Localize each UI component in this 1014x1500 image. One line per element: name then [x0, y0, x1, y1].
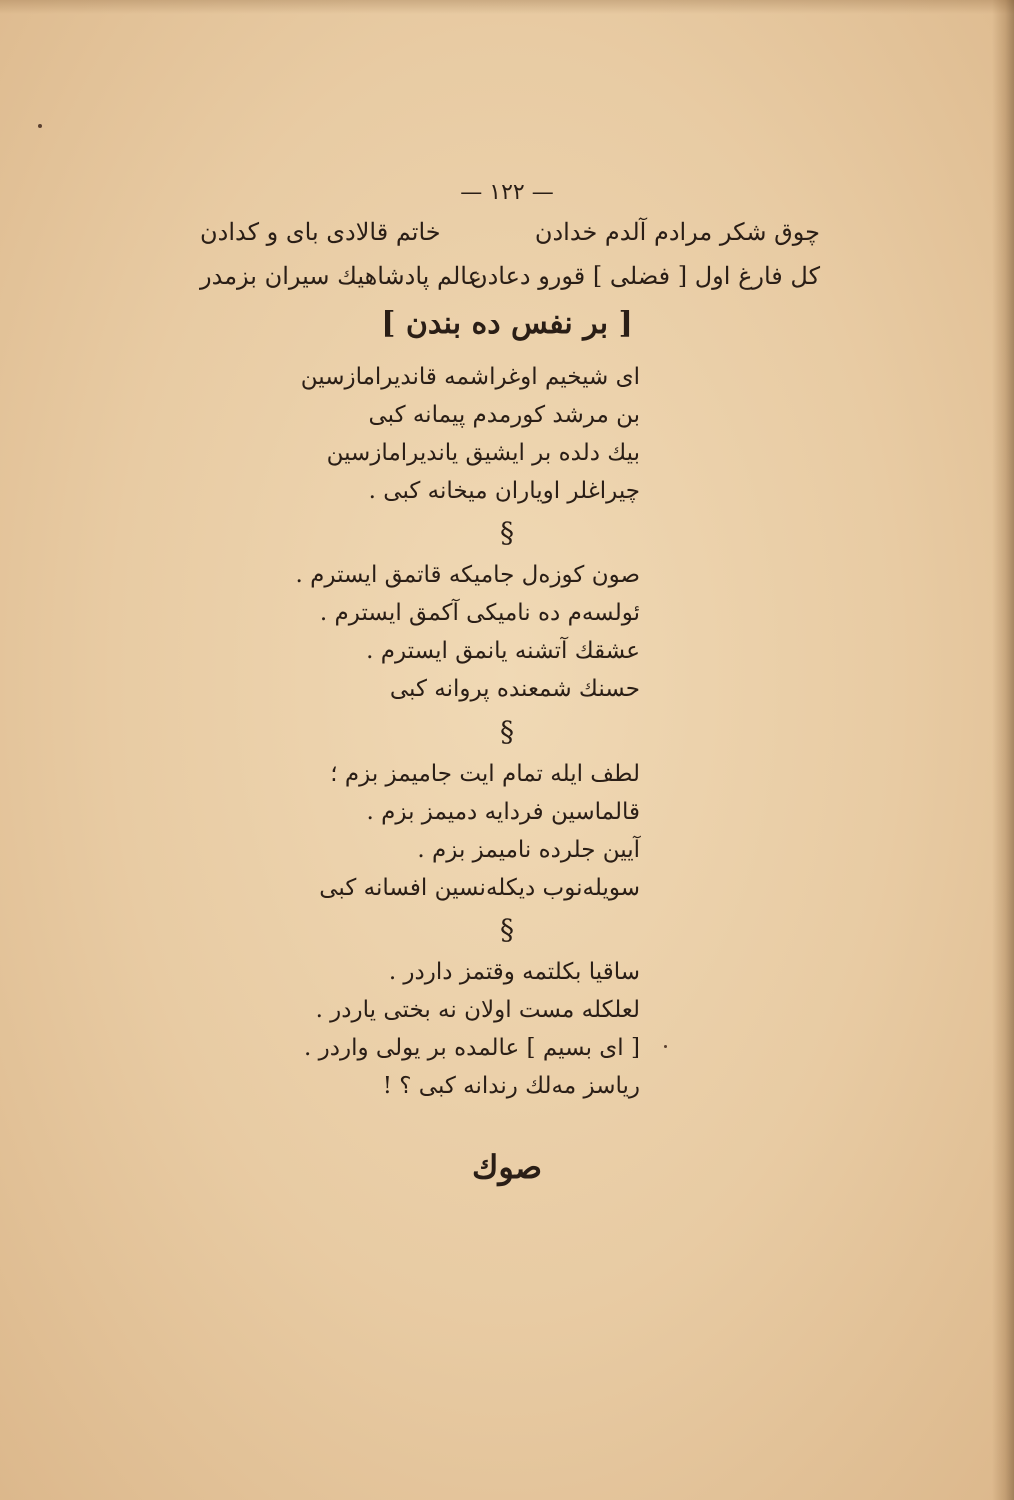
stanza-4 [300, 953, 640, 1105]
stanza-2 [295, 556, 640, 708]
section-separator: § [500, 516, 514, 549]
verse-line: سویلەنوب دیکلەنسین افسانه کبی [319, 875, 640, 901]
intro-couplet-2 [200, 262, 820, 302]
verse-line: بیك دلده بر ایشیق یاندیرامازسین [326, 440, 640, 466]
intro-hemistich: کل فارغ اول [ فضلی ] قورو دعادن [469, 262, 820, 290]
page-edge-shadow [992, 0, 1014, 1500]
intro-hemistich: عالم پادشاهیك سیران بزمدر [200, 262, 482, 290]
verse-line: لعلکله مست اولان نه بختی یاردر . [315, 997, 640, 1023]
verse-line: آیین جلرده نامیمز بزم . [417, 837, 640, 863]
verse-line: چیراغلر اویاران میخانه کبی . [368, 478, 640, 504]
verse-line: صون کوزەل جامیکه قاتمق ایسترم . [295, 562, 640, 588]
verse-line: لطف ایله تمام ایت جامیمز بزم ؛ [330, 761, 640, 787]
stanza-1 [300, 358, 640, 510]
paper-speck [664, 1045, 667, 1048]
verse-line: ساقیا بکلتمه وقتمز داردر . [388, 959, 640, 985]
intro-couplet-1 [200, 218, 820, 258]
page-number: — ۱۲۲ — [460, 180, 554, 205]
verse-line: قالماسین فردایه دمیمز بزم . [366, 799, 640, 825]
intro-hemistich: چوق شکر مرادم آلدم خدادن [534, 218, 820, 246]
verse-line: ای شیخیم اوغراشمه قاندیرامازسین [300, 364, 640, 390]
verse-line: ئولسەم ده نامیکی آکمق ایسترم . [319, 600, 640, 626]
verse-line: حسنك شمعنده پروانه کبی [389, 676, 640, 702]
verse-line: عشقك آتشنه یانمق ایسترم . [366, 638, 640, 664]
section-title: [ بر نفس ده بندن ] [381, 306, 633, 341]
stanza-3 [300, 755, 640, 907]
end-word: صوك [471, 1148, 543, 1186]
verse-line: بن مرشد کورمدم پیمانه کبی [368, 402, 640, 428]
paper-speck [38, 124, 42, 128]
verse-line: ریاسز مەلك رندانه کبی ؟ ! [382, 1073, 640, 1099]
section-separator: § [500, 715, 514, 748]
page-top-shadow [0, 0, 1014, 14]
intro-hemistich: خاتم قالادی بای و کدادن [200, 218, 441, 246]
verse-line: [ ای بسیم ] عالمده بر یولی واردر . [304, 1035, 640, 1061]
section-separator: § [500, 913, 514, 946]
